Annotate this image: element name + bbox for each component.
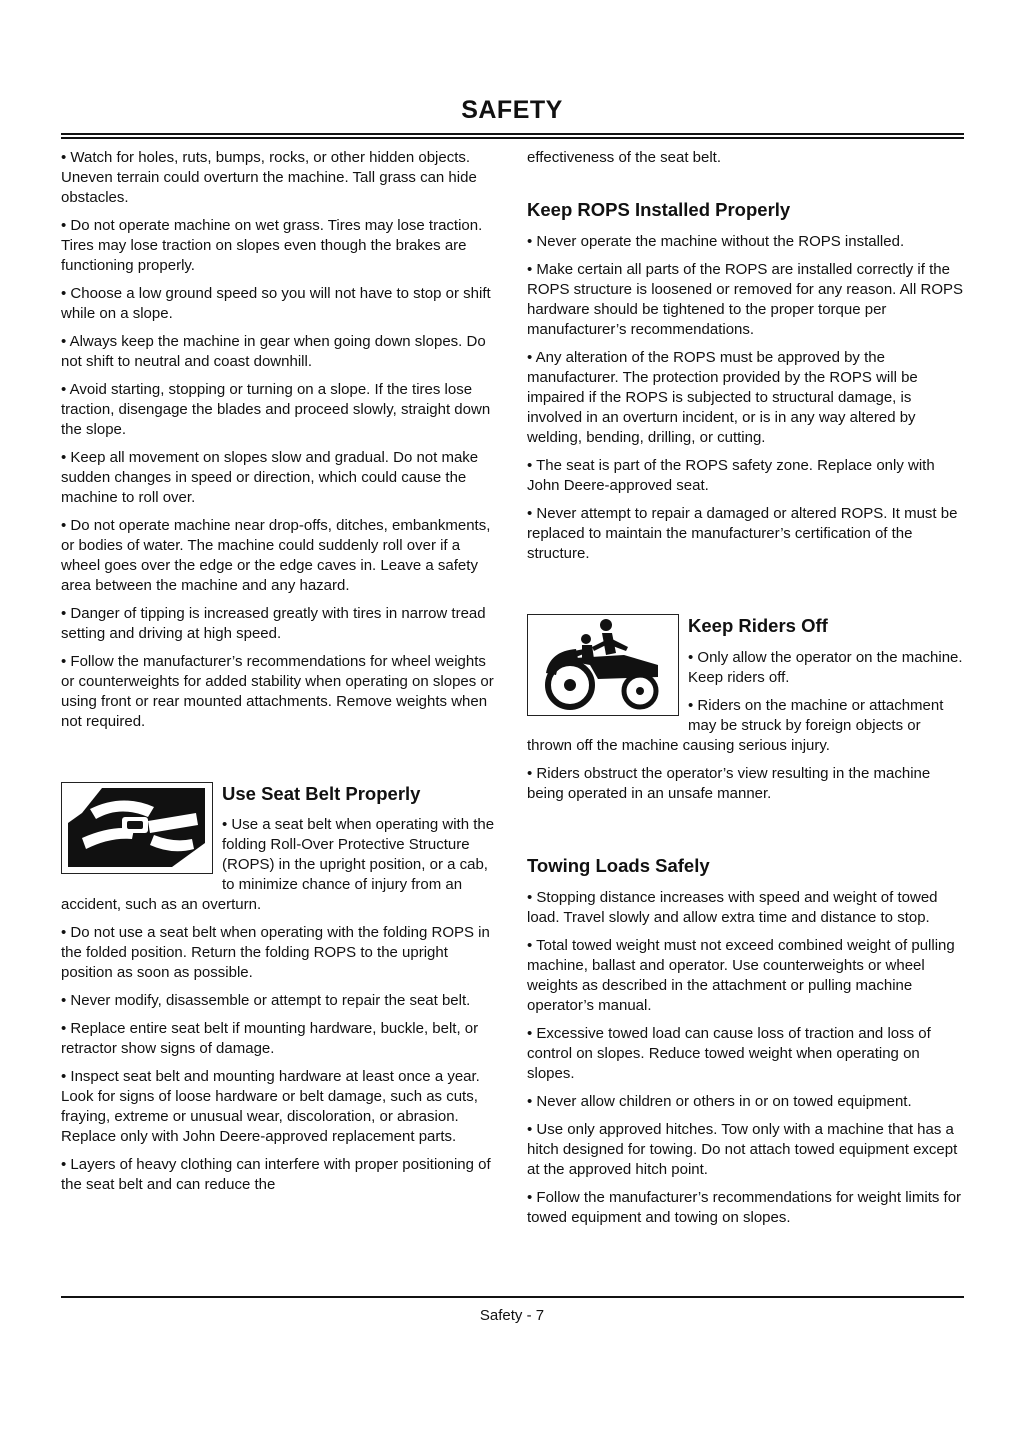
bullet-item: • Never attempt to repair a damaged or altered ROPS. It must be replaced to maintain the manufacturer’s certification of the structure. xyxy=(527,505,958,562)
bullet-item: • Layers of heavy clothing can interfere with proper positioning of the seat belt and can reduce the xyxy=(61,1156,491,1193)
seat-belt-icon xyxy=(61,782,213,874)
bullet-item: • Do not operate machine near drop-offs, ditches, embankments, or bodies of water. The machine could suddenly roll over if a wheel goes over the edge or the edge caves in. Leave a safety area between the machine and any hazard. xyxy=(61,517,491,594)
section-heading: Keep Riders Off xyxy=(688,615,828,636)
bullet-item: • Inspect seat belt and mounting hardware at least once a year. Look for signs of loose hardware or belt damage, such as cuts, fraying, extreme or unusual wear, discoloration, or abrasion. Replace only with John Deere-approved replacement parts. xyxy=(61,1068,480,1145)
bullet-item: • Riders on the machine or attachment may be struck by foreign objects or thrown off the machine causing serious injury. xyxy=(527,697,944,754)
seat-belt-section xyxy=(61,782,497,1195)
bullet-item: • Use only approved hitches. Tow only with a machine that has a hitch designed for towing. Do not attach towed equipment except at the approved hitch point. xyxy=(527,1121,958,1178)
page-title: SAFETY xyxy=(461,96,563,124)
footer-rule xyxy=(61,1296,964,1298)
rops-section xyxy=(527,198,964,564)
bullet-item: • Follow the manufacturer’s recommendations for weight limits for towed equipment and towing on slopes. xyxy=(527,1189,962,1226)
towing-section xyxy=(527,854,964,1228)
tractor-rider-icon xyxy=(527,614,679,716)
bullet-item: • Watch for holes, ruts, bumps, rocks, or other hidden objects. Uneven terrain could overturn the machine. Tall grass can hide obstacles. xyxy=(61,149,477,206)
bullet-item: • Only allow the operator on the machine. Keep riders off. xyxy=(688,649,963,686)
bullet-item: • Make certain all parts of the ROPS are installed correctly if the ROPS structure is loosened or removed for any reason. All ROPS hardware should be tightened to the proper torque per manufacturer’s recommendations. xyxy=(527,261,964,338)
header-rule-2 xyxy=(61,137,964,139)
continuation-text: effectiveness of the seat belt. xyxy=(527,149,722,166)
bullet-item: • Follow the manufacturer’s recommendations for wheel weights or counterweights for added stability when operating on slopes or using front or rear mounted attachments. Remove weights when not required. xyxy=(61,653,494,730)
bullet-item: • Do not operate machine on wet grass. Tires may lose traction. Tires may lose traction on slopes even though the brakes are functioning properly. xyxy=(61,217,483,274)
bullet-item: • Keep all movement on slopes slow and gradual. Do not make sudden changes in speed or direction, which could cause the machine to roll over. xyxy=(61,449,479,506)
bullet-item: • Riders obstruct the operator’s view resulting in the machine being operated in an unsafe manner. xyxy=(527,765,931,802)
bullet-item: • Any alteration of the ROPS must be approved by the manufacturer. The protection provided by the ROPS will be impaired if the ROPS is subjected to structural damage, is involved in an overturn incident, or is in any way altered by welding, bending, drilling, or cutting. xyxy=(527,349,918,446)
page-number: Safety - 7 xyxy=(479,1307,545,1324)
bullet-item: • Total towed weight must not exceed combined weight of pulling machine, ballast and operator. Use counterweights or wheel weights as described in the attachment or pulling machine operator’s manual. xyxy=(527,937,955,1014)
section-heading: Use Seat Belt Properly xyxy=(222,783,421,804)
bullet-item: • Avoid starting, stopping or turning on a slope. If the tires lose traction, disengage the blades and proceed slowly, straight down the slope. xyxy=(61,381,491,438)
right-column xyxy=(527,148,964,1236)
bullet-item: • Choose a low ground speed so you will not have to stop or shift while on a slope. xyxy=(61,285,491,322)
bullet-item: • Never modify, disassemble or attempt to repair the seat belt. xyxy=(61,992,471,1009)
bullet-item: • Always keep the machine in gear when going down slopes. Do not shift to neutral and coast downhill. xyxy=(61,333,486,370)
bullet-item: • Never operate the machine without the ROPS installed. xyxy=(527,233,905,250)
bullet-item: • Stopping distance increases with speed and weight of towed load. Travel slowly and allow extra time and distance to stop. xyxy=(527,889,938,926)
bullet-item: • Use a seat belt when operating with the folding Roll-Over Protective Structure (ROPS) in the upright position, or a cab, to minimize chance of injury from an accident, such as an overturn. xyxy=(61,816,495,913)
bullet-item: • Never allow children or others in or on towed equipment. xyxy=(527,1093,912,1110)
header-rule-1 xyxy=(61,133,964,135)
left-column xyxy=(61,148,497,1203)
bullet-item: • Replace entire seat belt if mounting hardware, buckle, belt, or retractor show signs of damage. xyxy=(61,1020,479,1057)
bullet-item: • The seat is part of the ROPS safety zone. Replace only with John Deere-approved seat. xyxy=(527,457,935,494)
bullet-item: • Do not use a seat belt when operating with the folding ROPS in the folded position. Return the folding ROPS to the upright position as soon as possible. xyxy=(61,924,490,981)
riders-section xyxy=(527,614,964,804)
section-heading: Keep ROPS Installed Properly xyxy=(527,199,791,220)
section-heading: Towing Loads Safely xyxy=(527,855,710,876)
bullet-item: • Excessive towed load can cause loss of traction and loss of control on slopes. Reduce towed weight when operating on slopes. xyxy=(527,1025,931,1082)
bullet-item: • Danger of tipping is increased greatly with tires in narrow tread setting and driving at high speed. xyxy=(61,605,486,642)
